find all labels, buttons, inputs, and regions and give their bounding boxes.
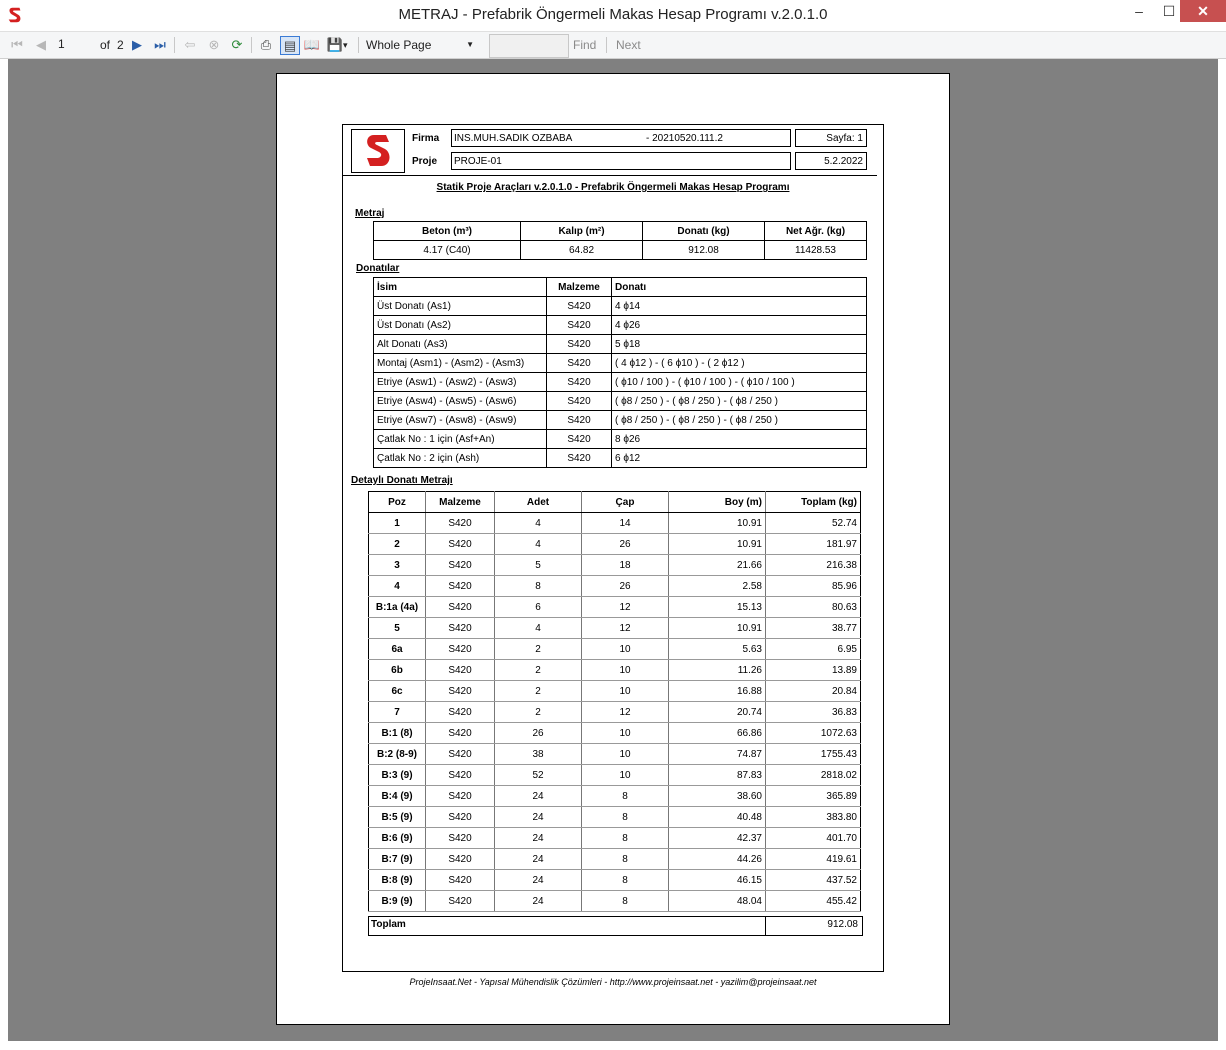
donatilar-cell: S420 [547, 449, 612, 468]
detay-cell: 6a [369, 639, 426, 660]
logo-s-icon [352, 130, 404, 172]
detay-cell: 437.52 [766, 870, 861, 891]
detay-row [369, 765, 861, 786]
detay-cell: 74.87 [669, 744, 766, 765]
donatilar-cell: Etriye (Asw1) - (Asw2) - (Asw3) [374, 373, 547, 392]
detay-row [369, 786, 861, 807]
donatilar-cell: Üst Donatı (As1) [374, 297, 547, 316]
report-title: Statik Proje Araçları v.2.0.1.0 - Prefabrik Öngermeli Makas Hesap Programı [436, 182, 790, 193]
metraj-table [373, 221, 867, 260]
donatilar-cell: Çatlak No : 2 için (Ash) [374, 449, 547, 468]
detay-row [369, 828, 861, 849]
detay-cell: 21.66 [669, 555, 766, 576]
detay-cell: 455.42 [766, 891, 861, 912]
donatilar-cell: S420 [547, 430, 612, 449]
detay-cell: 12 [582, 597, 669, 618]
window-title: METRAJ - Prefabrik Öngermeli Makas Hesap Programı v.2.0.1.0 [398, 6, 828, 23]
firma-code: - 20210520.111.2 [646, 133, 723, 144]
detay-cell: 42.37 [669, 828, 766, 849]
detay-row [369, 723, 861, 744]
detay-cell: 16.88 [669, 681, 766, 702]
detay-row [369, 681, 861, 702]
net-agirlik-value: 11428.53 [765, 241, 867, 260]
metraj-header-row [374, 222, 867, 241]
detay-header-cell: Boy (m) [669, 492, 766, 513]
back-icon[interactable]: ⇦ [184, 37, 196, 52]
date-field: 5.2.2022 [795, 152, 867, 170]
title-bar [0, 0, 1226, 32]
detay-cell: 3 [369, 555, 426, 576]
detay-cell: 12 [582, 702, 669, 723]
detay-cell: 4 [495, 618, 582, 639]
detay-cell: 5 [369, 618, 426, 639]
page-total-label: 2 [117, 38, 124, 52]
detay-cell: B:5 (9) [369, 807, 426, 828]
detay-row [369, 849, 861, 870]
detay-cell: 8 [582, 891, 669, 912]
total-value: 912.08 [827, 919, 858, 930]
metraj-section-title: Metraj [355, 208, 385, 219]
page-number-field: Sayfa: 1 [795, 129, 867, 147]
detay-cell: 85.96 [766, 576, 861, 597]
detay-cell: 10 [582, 660, 669, 681]
detay-row [369, 891, 861, 912]
detay-cell: S420 [426, 639, 495, 660]
last-page-icon[interactable]: ⏭ [154, 37, 166, 52]
detay-cell: 10 [582, 639, 669, 660]
donatilar-table [373, 277, 867, 468]
detay-cell: 6.95 [766, 639, 861, 660]
detay-cell: B:8 (9) [369, 870, 426, 891]
detay-cell: B:2 (8-9) [369, 744, 426, 765]
donatilar-cell: S420 [547, 411, 612, 430]
next-button[interactable]: Next [616, 38, 641, 52]
detay-cell: 6c [369, 681, 426, 702]
print-layout-icon[interactable]: ▤ [280, 36, 300, 55]
donatilar-cell: 5 ϕ18 [612, 335, 867, 354]
donatilar-cell: Alt Donatı (As3) [374, 335, 547, 354]
detay-section-title: Detaylı Donatı Metrajı [351, 475, 453, 486]
detay-header-cell: Çap [582, 492, 669, 513]
donatilar-cell: 6 ϕ12 [612, 449, 867, 468]
toolbar-divider [251, 37, 252, 53]
first-page-icon[interactable]: ⏮ [11, 37, 23, 52]
detay-cell: 26 [582, 534, 669, 555]
minimize-button[interactable]: – [1135, 3, 1143, 19]
detay-cell: S420 [426, 870, 495, 891]
detay-cell: B:9 (9) [369, 891, 426, 912]
detay-cell: 24 [495, 828, 582, 849]
donatilar-row [374, 411, 867, 430]
detay-cell: 5.63 [669, 639, 766, 660]
total-divider [765, 917, 766, 935]
find-button[interactable]: Find [573, 38, 597, 52]
firma-field [451, 129, 791, 147]
detay-cell: B:6 (9) [369, 828, 426, 849]
detay-cell: 181.97 [766, 534, 861, 555]
detay-cell: 401.70 [766, 828, 861, 849]
detay-cell: S420 [426, 576, 495, 597]
detay-cell: S420 [426, 555, 495, 576]
donatilar-row [374, 354, 867, 373]
donatilar-cell: Üst Donatı (As2) [374, 316, 547, 335]
detay-cell: 38 [495, 744, 582, 765]
donatilar-cell: 8 ϕ26 [612, 430, 867, 449]
metraj-header-cell: Net Ağr. (kg) [765, 222, 867, 241]
detay-cell: 26 [495, 723, 582, 744]
detay-row [369, 870, 861, 891]
detay-cell: 80.63 [766, 597, 861, 618]
detay-cell: 26 [582, 576, 669, 597]
detay-row [369, 639, 861, 660]
detay-cell: 24 [495, 807, 582, 828]
detay-header-cell: Poz [369, 492, 426, 513]
export-dropdown-arrow-icon[interactable]: ▾ [343, 40, 348, 50]
donatilar-cell: Etriye (Asw4) - (Asw5) - (Asw6) [374, 392, 547, 411]
detay-cell: S420 [426, 702, 495, 723]
detay-cell: B:1 (8) [369, 723, 426, 744]
detay-cell: S420 [426, 534, 495, 555]
refresh-icon[interactable]: ⟳ [231, 37, 243, 52]
detay-body [369, 513, 861, 912]
detay-cell: 8 [582, 849, 669, 870]
donatilar-cell: 4 ϕ26 [612, 316, 867, 335]
detay-header-cell: Toplam (kg) [766, 492, 861, 513]
detay-cell: 24 [495, 786, 582, 807]
detay-cell: 20.74 [669, 702, 766, 723]
detay-cell: 18 [582, 555, 669, 576]
zoom-select[interactable] [366, 35, 478, 55]
donatilar-cell: 4 ϕ14 [612, 297, 867, 316]
donatilar-section-title: Donatılar [356, 263, 400, 274]
detay-cell: S420 [426, 807, 495, 828]
detay-cell: 8 [495, 576, 582, 597]
detay-cell: 48.04 [669, 891, 766, 912]
detay-cell: S420 [426, 723, 495, 744]
detay-cell: 10.91 [669, 534, 766, 555]
maximize-button[interactable]: ☐ [1162, 3, 1176, 19]
detay-cell: S420 [426, 828, 495, 849]
header-divider [343, 175, 877, 176]
detay-cell: 10.91 [669, 618, 766, 639]
detay-cell: 13.89 [766, 660, 861, 681]
detay-row [369, 597, 861, 618]
detay-cell: 5 [495, 555, 582, 576]
detay-cell: 4 [495, 513, 582, 534]
next-page-icon[interactable]: ▶ [132, 37, 142, 52]
detay-cell: 383.80 [766, 807, 861, 828]
detay-cell: 2 [495, 702, 582, 723]
page-setup-icon[interactable]: 📖 [303, 37, 321, 52]
detay-cell: 2 [495, 639, 582, 660]
detay-cell: 7 [369, 702, 426, 723]
detay-cell: S420 [426, 849, 495, 870]
detay-cell: 1 [369, 513, 426, 534]
report-viewer[interactable] [8, 59, 1218, 1041]
detay-cell: 15.13 [669, 597, 766, 618]
donatilar-cell: Montaj (Asm1) - (Asm2) - (Asm3) [374, 354, 547, 373]
detay-cell: 216.38 [766, 555, 861, 576]
report-page [276, 73, 950, 1025]
detay-row [369, 618, 861, 639]
stop-icon[interactable]: ⊗ [208, 37, 220, 52]
donatilar-cell: ( ϕ8 / 250 ) - ( ϕ8 / 250 ) - ( ϕ8 / 250 ) [612, 411, 867, 430]
donatilar-row [374, 392, 867, 411]
donatilar-cell: S420 [547, 297, 612, 316]
report-footer: ProjeInsaat.Net - Yapısal Mühendislik Çözümleri - http://www.projeinsaat.net - yazilim@projeinsaat.net [409, 977, 817, 987]
detay-cell: 44.26 [669, 849, 766, 870]
detay-cell: 365.89 [766, 786, 861, 807]
metraj-header-cell: Donatı (kg) [643, 222, 765, 241]
donatilar-row [374, 449, 867, 468]
detay-cell: S420 [426, 765, 495, 786]
detay-table [368, 491, 861, 912]
donatilar-header-cell: Malzeme [547, 278, 612, 297]
detay-cell: 2 [495, 660, 582, 681]
toolbar-divider [174, 37, 175, 53]
detay-row [369, 513, 861, 534]
detay-cell: 2.58 [669, 576, 766, 597]
donatilar-cell: S420 [547, 335, 612, 354]
detay-cell: 4 [369, 576, 426, 597]
detay-cell: 1755.43 [766, 744, 861, 765]
firma-value: INS.MUH.SADIK OZBABA [454, 133, 573, 144]
detay-row [369, 660, 861, 681]
detay-cell: 66.86 [669, 723, 766, 744]
donatilar-cell: ( 4 ϕ12 ) - ( 6 ϕ10 ) - ( 2 ϕ12 ) [612, 354, 867, 373]
donatilar-cell: S420 [547, 373, 612, 392]
detay-row [369, 702, 861, 723]
report-toolbar [0, 32, 1226, 59]
detay-row [369, 534, 861, 555]
detay-header-cell: Malzeme [426, 492, 495, 513]
detay-cell: 46.15 [669, 870, 766, 891]
chevron-down-icon: ▼ [466, 40, 474, 49]
previous-page-icon[interactable]: ◀ [36, 37, 46, 52]
detay-header-cell: Adet [495, 492, 582, 513]
detay-row [369, 555, 861, 576]
donatilar-row [374, 297, 867, 316]
detay-cell: S420 [426, 891, 495, 912]
detay-cell: 419.61 [766, 849, 861, 870]
print-icon[interactable]: ⎙ [260, 37, 272, 52]
detay-cell: 2 [495, 681, 582, 702]
detay-cell: 40.48 [669, 807, 766, 828]
detay-cell: 36.83 [766, 702, 861, 723]
detay-row [369, 807, 861, 828]
toolbar-divider [606, 37, 607, 53]
metraj-header-cell: Kalıp (m²) [521, 222, 643, 241]
detay-cell: B:1a (4a) [369, 597, 426, 618]
proje-field: PROJE-01 [451, 152, 791, 170]
detay-cell: 6 [495, 597, 582, 618]
detay-cell: S420 [426, 786, 495, 807]
firma-label: Firma [412, 133, 440, 144]
donatilar-row [374, 335, 867, 354]
detay-cell: 8 [582, 786, 669, 807]
detay-cell: 10 [582, 681, 669, 702]
metraj-header-cell: Beton (m³) [374, 222, 521, 241]
detay-cell: 2818.02 [766, 765, 861, 786]
detay-cell: 52.74 [766, 513, 861, 534]
detay-cell: 6b [369, 660, 426, 681]
detay-cell: 10 [582, 744, 669, 765]
detay-cell: 1072.63 [766, 723, 861, 744]
detay-cell: B:4 (9) [369, 786, 426, 807]
detay-cell: 4 [495, 534, 582, 555]
detay-cell: 10.91 [669, 513, 766, 534]
detay-cell: S420 [426, 618, 495, 639]
total-label: Toplam [371, 919, 406, 930]
detay-cell: B:7 (9) [369, 849, 426, 870]
total-row [368, 916, 863, 936]
zoom-value: Whole Page [366, 38, 432, 52]
detay-cell: 24 [495, 870, 582, 891]
detay-header-row [369, 492, 861, 513]
donatilar-row [374, 430, 867, 449]
company-logo [351, 129, 405, 173]
donati-value: 912.08 [643, 241, 765, 260]
page-of-label: of [100, 38, 111, 52]
toolbar-divider [358, 37, 359, 53]
detay-cell: 2 [369, 534, 426, 555]
beton-value: 4.17 (C40) [374, 241, 521, 260]
donatilar-cell: ( ϕ8 / 250 ) - ( ϕ8 / 250 ) - ( ϕ8 / 250 ) [612, 392, 867, 411]
close-button[interactable]: ✕ [1180, 0, 1226, 22]
detay-cell: B:3 (9) [369, 765, 426, 786]
donatilar-cell: S420 [547, 316, 612, 335]
donatilar-header-cell: Donatı [612, 278, 867, 297]
donatilar-header-cell: İsim [374, 278, 547, 297]
page-number-input[interactable] [56, 35, 96, 53]
donatilar-cell: Etriye (Asw7) - (Asw8) - (Asw9) [374, 411, 547, 430]
detay-cell: 8 [582, 870, 669, 891]
detay-cell: 10 [582, 765, 669, 786]
detay-cell: 11.26 [669, 660, 766, 681]
kalip-value: 64.82 [521, 241, 643, 260]
detay-cell: S420 [426, 513, 495, 534]
detay-cell: 24 [495, 849, 582, 870]
detay-cell: S420 [426, 597, 495, 618]
detay-cell: S420 [426, 660, 495, 681]
detay-cell: 12 [582, 618, 669, 639]
detay-cell: S420 [426, 681, 495, 702]
detay-cell: 38.60 [669, 786, 766, 807]
report-frame [342, 124, 884, 972]
detay-cell: 52 [495, 765, 582, 786]
proje-label: Proje [412, 156, 438, 167]
donatilar-cell: Çatlak No : 1 için (Asf+An) [374, 430, 547, 449]
detay-cell: 20.84 [766, 681, 861, 702]
donatilar-cell: ( ϕ10 / 100 ) - ( ϕ10 / 100 ) - ( ϕ10 / 100 ) [612, 373, 867, 392]
donatilar-cell: S420 [547, 392, 612, 411]
detay-cell: 8 [582, 807, 669, 828]
export-icon[interactable]: 💾 [326, 37, 344, 52]
donatilar-row [374, 316, 867, 335]
detay-cell: 24 [495, 891, 582, 912]
detay-cell: 8 [582, 828, 669, 849]
detay-cell: 14 [582, 513, 669, 534]
detay-row [369, 576, 861, 597]
detay-cell: 10 [582, 723, 669, 744]
detay-cell: 38.77 [766, 618, 861, 639]
detay-row [369, 744, 861, 765]
donatilar-cell: S420 [547, 354, 612, 373]
find-input[interactable] [489, 34, 569, 58]
metraj-value-row [374, 241, 867, 260]
donatilar-row [374, 373, 867, 392]
detay-cell: 87.83 [669, 765, 766, 786]
donatilar-header-row [374, 278, 867, 297]
detay-cell: S420 [426, 744, 495, 765]
